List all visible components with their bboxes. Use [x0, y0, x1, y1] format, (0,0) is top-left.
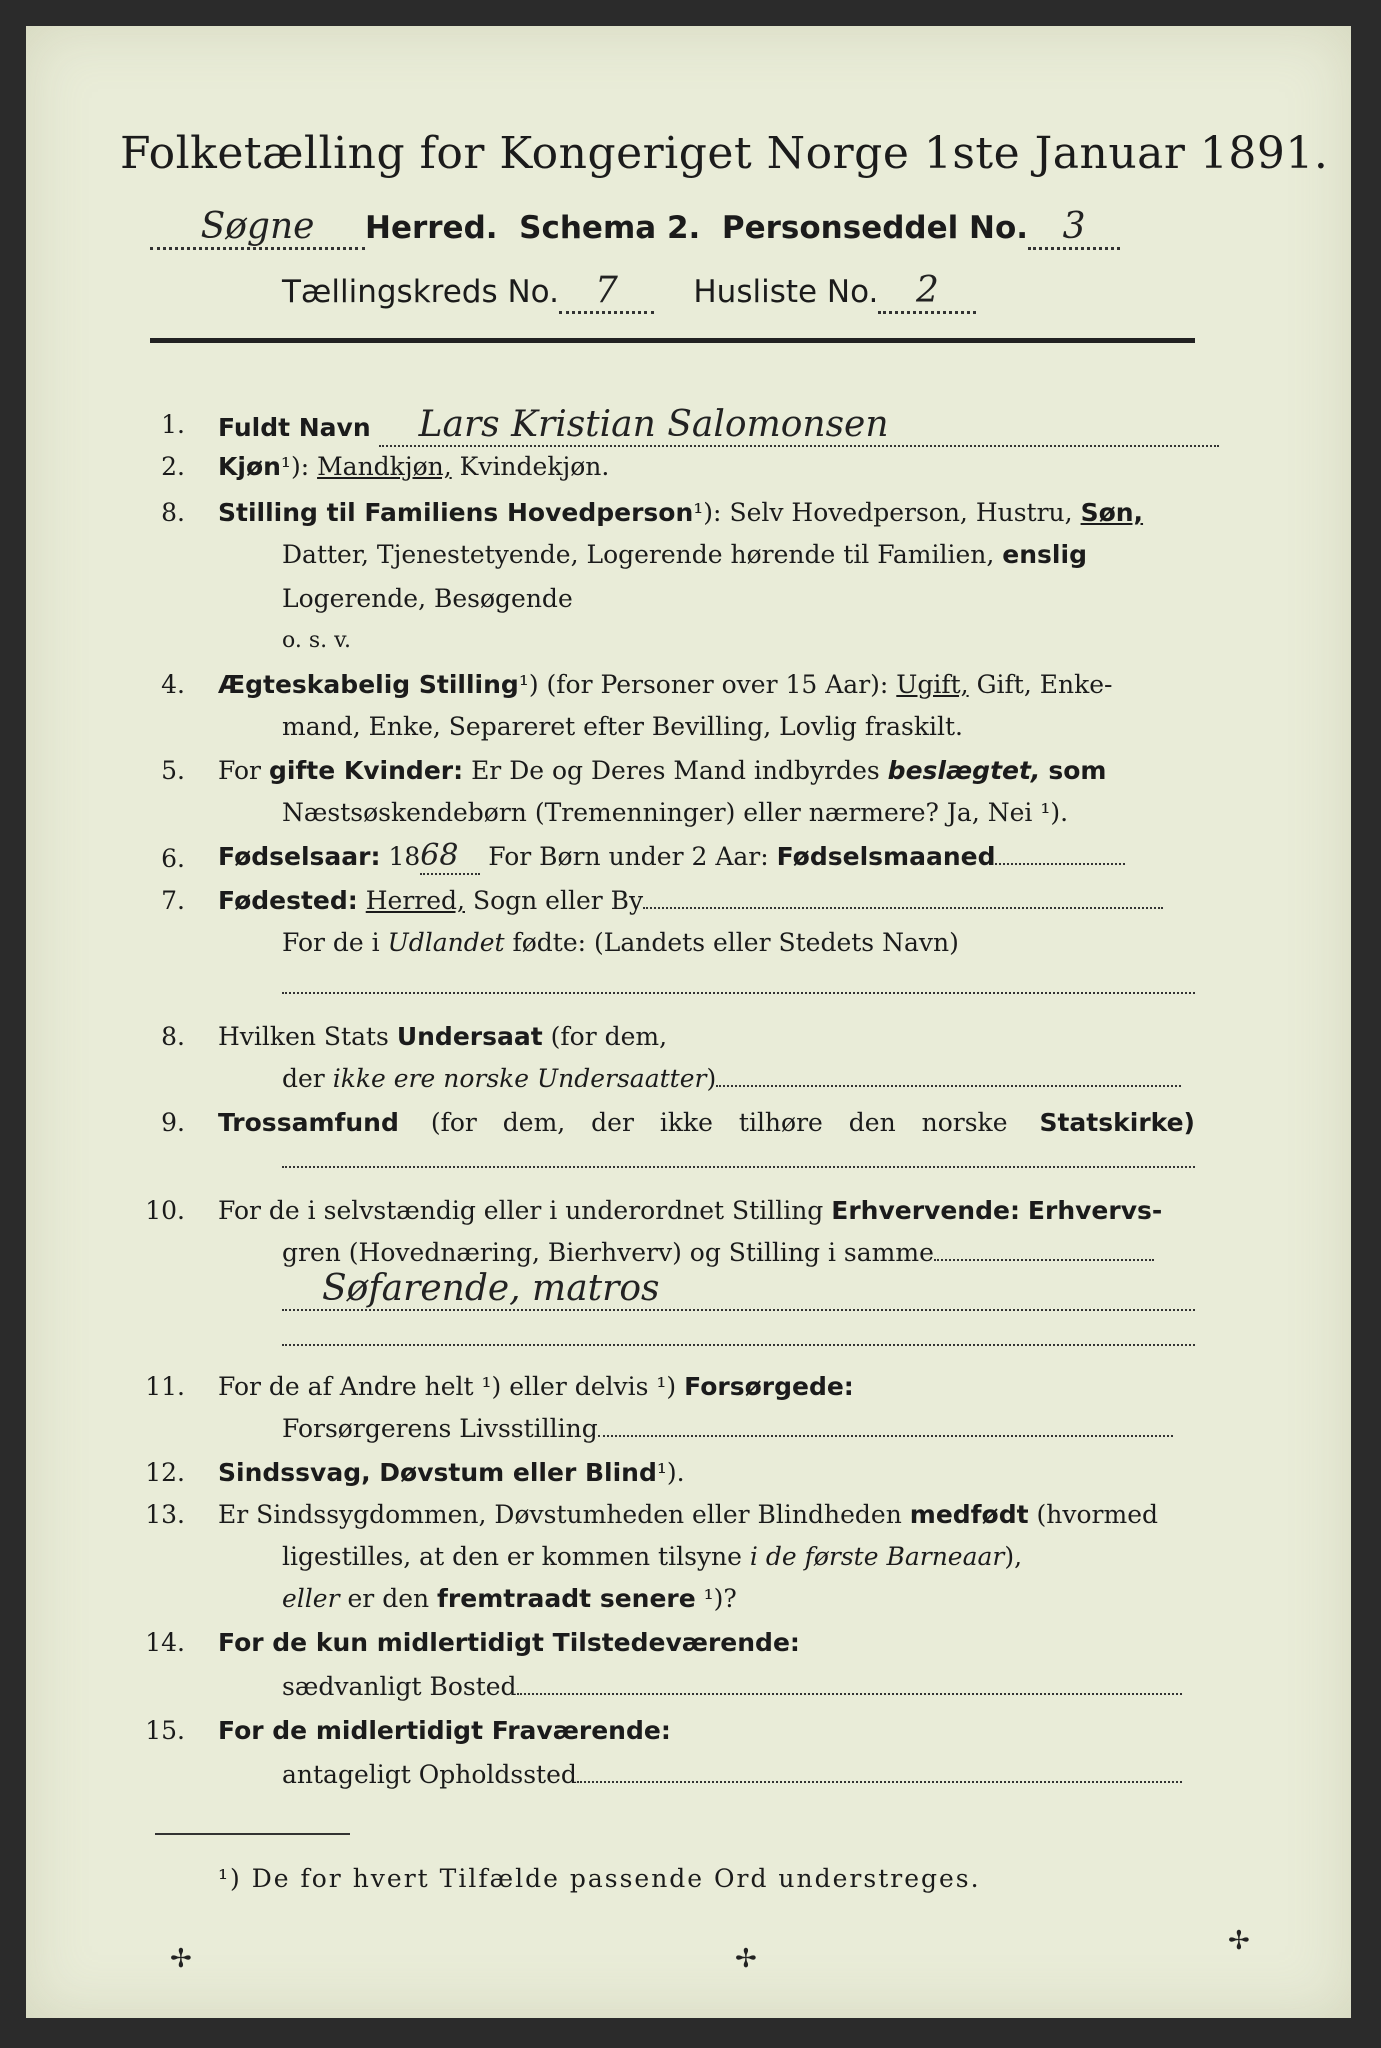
q3-label: Stilling til Familiens Hovedperson	[218, 498, 694, 527]
q4-option-ugift[interactable]: Ugift,	[896, 670, 969, 699]
q7-option-sogn[interactable]: Sogn eller By	[472, 886, 644, 915]
q10-row-1	[218, 1196, 1162, 1225]
q8-der: der	[282, 1064, 325, 1093]
q4-number: 4.	[161, 670, 185, 699]
registration-mark-icon: ✢	[1228, 1926, 1250, 1956]
q10-row-2	[282, 1238, 1154, 1267]
q8-number: 8.	[161, 1022, 185, 1051]
q11-provider-label: Forsørgerens Livsstilling	[282, 1414, 598, 1443]
q7-option-herred[interactable]: Herred,	[365, 886, 465, 915]
q10-number: 10.	[145, 1196, 185, 1225]
q9-label: Trossamfund	[218, 1108, 399, 1137]
q3-row-4: o. s. v.	[282, 628, 351, 653]
q14-row-1	[218, 1628, 800, 1657]
q3-row-3[interactable]: Logerende, Besøgende	[282, 584, 573, 613]
husliste-field[interactable]	[878, 270, 976, 314]
q11-row-1	[218, 1372, 854, 1401]
q7-row-2	[282, 928, 959, 957]
q6-month-label: Fødselsmaaned	[776, 842, 996, 871]
q9-text: (for dem, der ikke tilhøre den norske	[430, 1108, 1008, 1137]
q5-for: For	[218, 756, 261, 785]
whereabouts-field[interactable]	[577, 1781, 1182, 1783]
q1-row	[218, 404, 1219, 447]
q11-label: Forsørgede:	[684, 1372, 854, 1401]
q12-sup: ¹).	[656, 1458, 685, 1487]
full-name-field[interactable]	[379, 404, 1219, 447]
herred-label: Herred.	[365, 210, 498, 246]
q7-number: 7.	[161, 886, 185, 915]
birth-year-value: 68	[420, 838, 459, 873]
q8-row-1	[218, 1022, 667, 1051]
q6-row	[218, 838, 1125, 875]
q3-sup: ¹):	[693, 498, 722, 527]
q11-row-2	[282, 1414, 1173, 1443]
husliste-value: 2	[915, 270, 939, 311]
q4-row-1	[218, 670, 1113, 699]
q15-row-1	[218, 1716, 671, 1745]
schema-label: Schema 2.	[519, 210, 701, 246]
q13-text: Er Sindssygdommen, Døvstumheden eller Blindheden	[218, 1500, 902, 1529]
q13-number: 13.	[145, 1500, 185, 1529]
q13-row-2	[282, 1542, 1022, 1571]
q13-er-den: er den	[347, 1584, 430, 1613]
herred-field[interactable]	[150, 206, 365, 250]
q5-label: gifte Kvinder:	[268, 756, 464, 785]
birthplace-field[interactable]	[643, 907, 1163, 909]
q8-ikke-norske: ikke ere norske Undersaatter	[332, 1064, 707, 1093]
q12-number: 12.	[145, 1458, 185, 1487]
header-line-2	[282, 270, 976, 314]
q13-close: ),	[1004, 1542, 1023, 1571]
q12-row[interactable]	[218, 1458, 685, 1487]
q3-row-2	[282, 540, 1087, 569]
q4-option-enkemand[interactable]: Enke-	[1039, 670, 1113, 699]
q13-text-2: ligestilles, at den er kommen tilsyne	[282, 1542, 742, 1571]
q4-qualifier: ¹) (for Personer over 15 Aar):	[518, 670, 889, 699]
residence-field[interactable]	[517, 1693, 1182, 1695]
occupation-field-3[interactable]	[282, 1344, 1195, 1346]
q2-label: Kjøn	[218, 452, 281, 481]
q1-label: Fuldt Navn	[218, 413, 371, 442]
birth-year-field[interactable]	[420, 838, 480, 875]
occupation-field-2[interactable]	[282, 1268, 1195, 1311]
q9-row	[218, 1108, 1195, 1137]
personseddel-label: Personseddel No.	[721, 210, 1029, 246]
occupation-value: Søfarende, matros	[322, 1268, 660, 1309]
provider-field[interactable]	[598, 1435, 1173, 1437]
foreign-birthplace-field[interactable]	[282, 992, 1195, 994]
q7-foreign-label: fødte: (Landets eller Stedets Navn)	[512, 928, 959, 957]
q7-row-1	[218, 886, 1163, 915]
q9-number: 9.	[161, 1108, 185, 1137]
q14-label: For de kun midlertidigt Tilstedeværende:	[218, 1628, 800, 1657]
q13-row-3	[282, 1584, 737, 1613]
personseddel-field[interactable]	[1028, 206, 1120, 250]
q4-row-2[interactable]: mand, Enke, Separeret efter Bevilling, Lovlig fraskilt.	[282, 712, 963, 741]
q13-hvormed: (hvormed	[1036, 1500, 1159, 1529]
q13-medfodt[interactable]: medfødt	[909, 1500, 1029, 1529]
q13-barneaar: i de første Barneaar	[749, 1542, 1005, 1571]
q8-qualifier: (for dem,	[550, 1022, 668, 1051]
q13-eller: eller	[282, 1584, 340, 1613]
q10-erhvervs: Erhvervs-	[1027, 1196, 1163, 1225]
footnote: ¹) De for hvert Tilfælde passende Ord understreges.	[218, 1864, 981, 1893]
q1-number: 1.	[161, 410, 185, 439]
q14-row-2	[282, 1672, 1182, 1701]
q5-beslaegtet: beslægtet,	[887, 756, 1041, 785]
q8-label: Undersaat	[396, 1022, 543, 1051]
q4-option-gift[interactable]: Gift,	[976, 670, 1032, 699]
q2-row	[218, 452, 609, 481]
q10-label: Erhvervende:	[831, 1196, 1020, 1225]
taellingskreds-value: 7	[594, 270, 618, 311]
q2-option-kvindekjon[interactable]: Kvindekjøn.	[459, 452, 610, 481]
q6-number: 6.	[161, 844, 185, 873]
taellingskreds-label: Tællingskreds No.	[282, 274, 559, 310]
footnote-rule	[155, 1833, 350, 1835]
occupation-field-1[interactable]	[934, 1259, 1154, 1261]
q8-row-2	[282, 1064, 1181, 1093]
q5-row-2[interactable]: Næstsøskendebørn (Tremenninger) eller nærmere? Ja, Nei ¹).	[282, 798, 1069, 827]
q2-option-mandkjon[interactable]: Mandkjøn,	[317, 452, 452, 481]
q6-child-label: For Børn under 2 Aar:	[488, 842, 769, 871]
q15-number: 15.	[145, 1716, 185, 1745]
header-rule	[150, 338, 1195, 343]
personseddel-value: 3	[1062, 206, 1086, 247]
q10-row-3	[282, 1268, 1195, 1311]
q13-row-1	[218, 1500, 1158, 1529]
q14-bosted-label: sædvanligt Bosted	[282, 1672, 517, 1701]
q3-options-2[interactable]: Datter, Tjenestetyende, Logerende hørende til Familien,	[282, 540, 995, 569]
q7-label: Fødested:	[218, 886, 358, 915]
q6-label: Fødselsaar:	[218, 842, 381, 871]
q5-row-1	[218, 756, 1106, 785]
q4-label: Ægteskabelig Stilling	[218, 670, 519, 699]
taellingskreds-field[interactable]	[559, 270, 654, 314]
q7-for-de-i: For de i	[282, 928, 380, 957]
q9-statskirke: Statskirke)	[1039, 1108, 1195, 1137]
registration-mark-icon: ✢	[735, 1944, 757, 1974]
q5-som: som	[1048, 756, 1107, 785]
q15-label: For de midlertidigt Fraværende:	[218, 1716, 671, 1745]
q5-number: 5.	[161, 756, 185, 785]
q13-sup: ¹)?	[703, 1584, 737, 1613]
husliste-label: Husliste No.	[693, 274, 879, 310]
q3-options-1[interactable]: Selv Hovedperson, Hustru,	[729, 498, 1073, 527]
q15-row-2	[282, 1760, 1182, 1789]
q11-text: For de af Andre helt ¹) eller delvis ¹)	[218, 1372, 677, 1401]
q3-row-1	[218, 498, 1143, 527]
registration-mark-icon: ✢	[170, 1944, 192, 1974]
religion-field[interactable]	[282, 1166, 1195, 1168]
q3-option-enslig[interactable]: enslig	[1002, 540, 1087, 569]
header-line-1	[150, 206, 1120, 250]
q2-sup: ¹):	[280, 452, 310, 481]
q6-prefix: 18	[388, 842, 421, 871]
q15-opholdssted-label: antageligt Opholdssted	[282, 1760, 577, 1789]
nationality-field[interactable]	[716, 1085, 1181, 1087]
form-title: Folketælling for Kongeriget Norge 1ste Januar 1891.	[120, 128, 1329, 179]
herred-value: Søgne	[200, 206, 315, 247]
q12-label: Sindssvag, Døvstum eller Blind	[218, 1458, 657, 1487]
q3-number: 8.	[161, 498, 185, 527]
q10-text: For de i selvstændig eller i underordnet Stilling	[218, 1196, 824, 1225]
q8-close: )	[706, 1064, 717, 1093]
q11-number: 11.	[145, 1372, 185, 1401]
q13-senere[interactable]: fremtraadt senere	[437, 1584, 696, 1613]
q14-number: 14.	[145, 1628, 185, 1657]
q10-text-2: gren (Hovednæring, Bierhverv) og Stilling i samme	[282, 1238, 934, 1267]
birth-month-field[interactable]	[995, 863, 1125, 865]
q7-udlandet: Udlandet	[387, 928, 505, 957]
q8-text: Hvilken Stats	[218, 1022, 389, 1051]
q5-text: Er De og Deres Mand indbyrdes	[471, 756, 880, 785]
q3-option-son[interactable]: Søn,	[1080, 498, 1144, 527]
q2-number: 2.	[161, 452, 185, 481]
full-name-value: Lars Kristian Salomonsen	[418, 404, 889, 445]
